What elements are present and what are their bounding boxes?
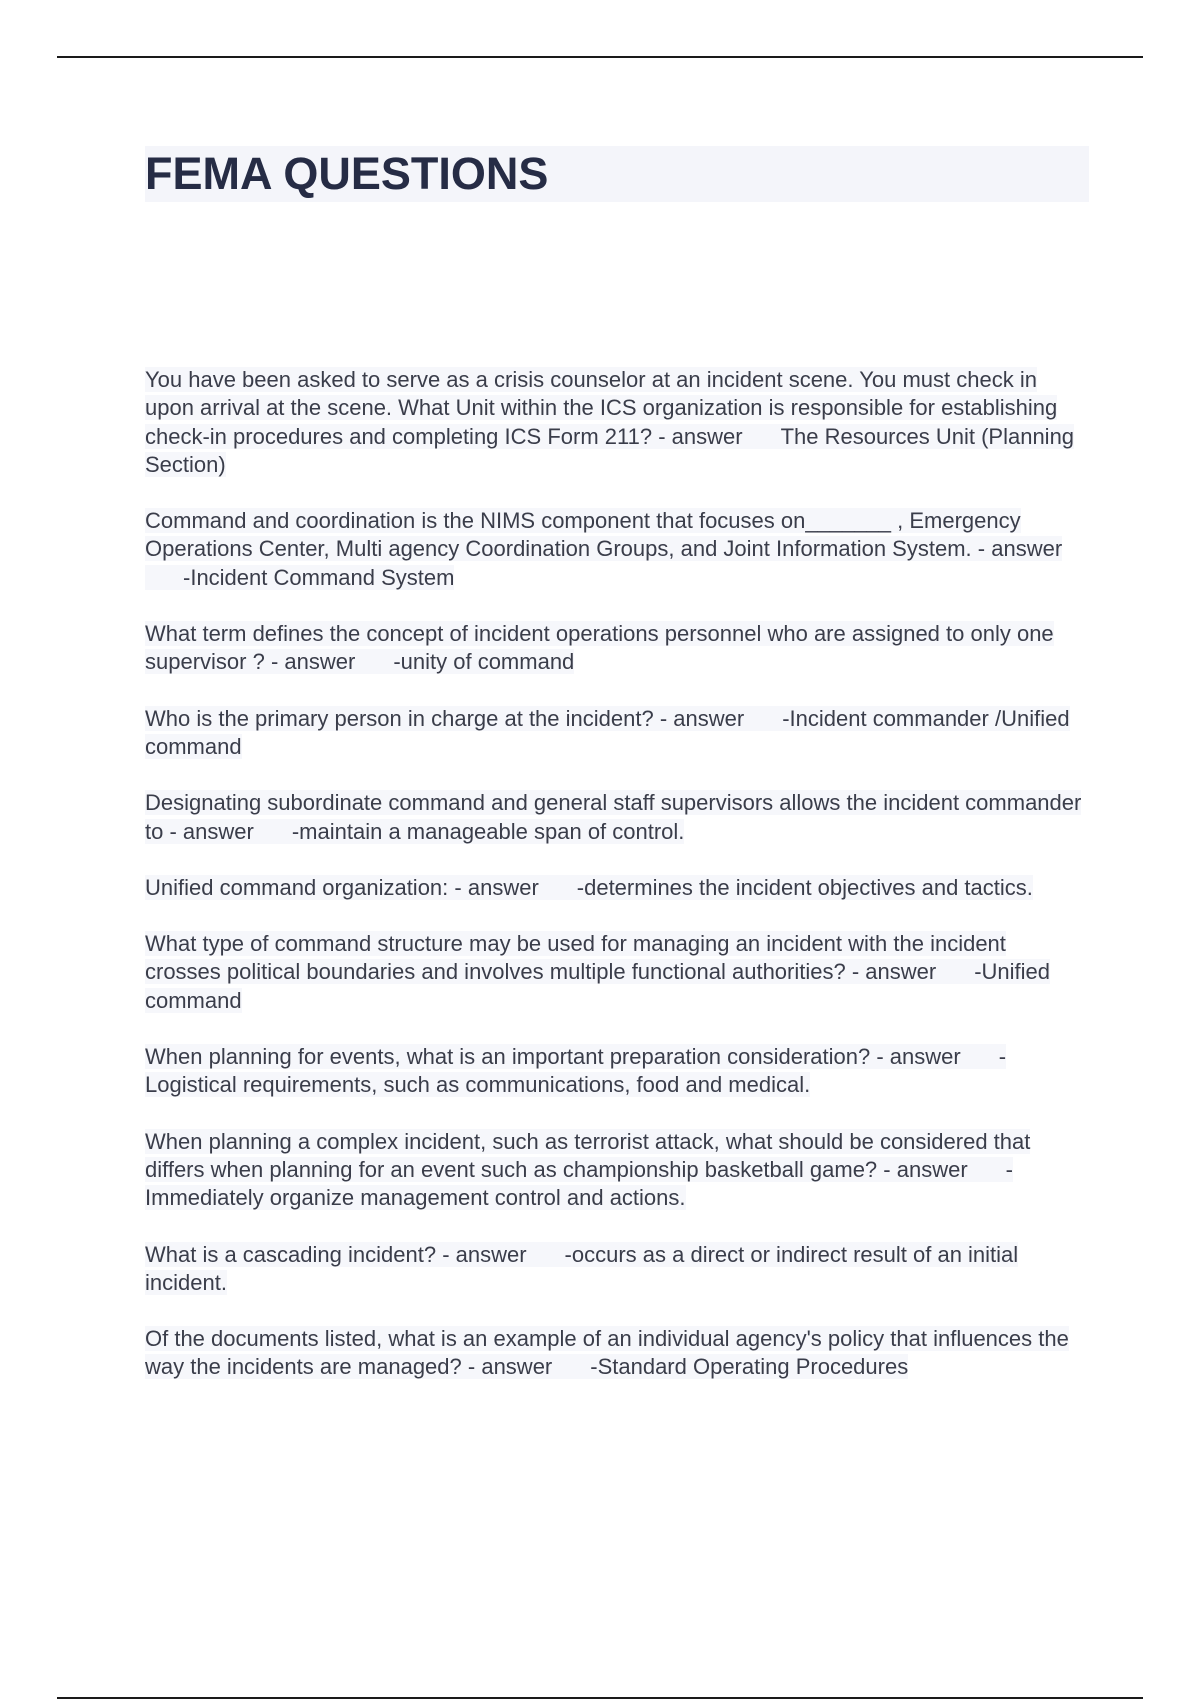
question-text: When planning for events, what is an important preparation consideration? xyxy=(145,1044,871,1070)
qa-text xyxy=(145,621,1054,674)
qa-item xyxy=(145,705,1085,762)
qa-text xyxy=(145,790,1081,843)
answer-marker: - answer xyxy=(454,874,539,900)
qa-item xyxy=(145,1241,1085,1298)
question-text: Command and coordination is the NIMS component that focuses on_______ , Emergency Operations Center, Multi agency Coordination Groups, and Joint Information System. xyxy=(145,508,1021,562)
answer-text: -Unified command xyxy=(145,959,1051,1013)
qa-text xyxy=(145,875,1033,900)
answer-marker: - answer xyxy=(977,536,1063,562)
answer-text: -unity of command xyxy=(393,649,575,675)
qa-item xyxy=(145,366,1085,479)
answer-text: The Resources Unit (Planning Section) xyxy=(145,423,1075,477)
answer-marker: - answer xyxy=(851,959,937,985)
qa-text xyxy=(145,1044,1006,1097)
question-text: What type of command structure may be used for managing an incident with the incident crosses political boundaries and involves multiple functional authorities? xyxy=(145,931,1006,985)
question-text: You have been asked to serve as a crisis counselor at an incident scene. You must check in upon arrival at the scene. What Unit within the ICS organization is responsible for establishing check-in procedures and completing ICS Form 211? xyxy=(145,367,1058,449)
question-text: Who is the primary person in charge at the incident? xyxy=(145,705,654,731)
qa-item xyxy=(145,930,1085,1015)
answer-text: -maintain a manageable span of control. xyxy=(291,818,685,844)
qa-text xyxy=(145,1242,1018,1295)
qa-text xyxy=(145,706,1070,759)
answer-marker: - answer xyxy=(658,423,743,449)
qa-item xyxy=(145,1043,1085,1100)
question-text: Designating subordinate command and general staff supervisors allows the incident commander to xyxy=(145,790,1082,844)
page-title: FEMA QUESTIONS xyxy=(145,148,549,199)
qa-item xyxy=(145,874,1085,902)
answer-text: -Immediately organize management control and actions. xyxy=(145,1156,1013,1211)
answer-marker: - answer xyxy=(169,818,254,844)
qa-item xyxy=(145,1128,1085,1213)
qa-text xyxy=(145,1129,1030,1211)
qa-text xyxy=(145,508,1062,590)
answer-marker: - answer xyxy=(270,649,356,675)
answer-marker: - answer xyxy=(442,1241,527,1267)
answer-text: -Standard Operating Procedures xyxy=(590,1354,909,1380)
answer-marker: - answer xyxy=(883,1156,968,1182)
qa-item xyxy=(145,789,1085,846)
answer-marker: - answer xyxy=(467,1354,553,1380)
answer-text: -occurs as a direct or indirect result of an initial incident. xyxy=(145,1241,1019,1295)
answer-text: -determines the incident objectives and tactics. xyxy=(576,874,1033,900)
question-text: What is a cascading incident? xyxy=(145,1241,437,1267)
qa-item xyxy=(145,507,1085,592)
qa-text xyxy=(145,367,1074,477)
question-text: When planning a complex incident, such as terrorist attack, what should be considered that differs when planning for an event such as championship basketball game? xyxy=(145,1128,1031,1182)
question-text: What term defines the concept of incident operations personnel who are assigned to only one supervisor ? xyxy=(145,621,1054,675)
question-text: Of the documents listed, what is an example of an individual agency's policy that influences the way the incidents are managed? xyxy=(145,1326,1069,1380)
question-text: Unified command organization: xyxy=(145,874,449,900)
answer-text: -Logistical requirements, such as communications, food and medical. xyxy=(145,1044,1007,1098)
answer-marker: - answer xyxy=(876,1044,961,1070)
top-rule xyxy=(57,56,1143,58)
qa-item xyxy=(145,1325,1085,1382)
answer-marker: - answer xyxy=(659,705,745,731)
answer-text: -Incident Command System xyxy=(183,564,455,590)
answer-text: -Incident commander /Unified command xyxy=(145,705,1070,759)
qa-text xyxy=(145,1326,1069,1379)
qa-text xyxy=(145,931,1050,1013)
qa-list xyxy=(145,366,1085,1410)
qa-item xyxy=(145,620,1085,677)
bottom-rule xyxy=(57,1697,1143,1699)
